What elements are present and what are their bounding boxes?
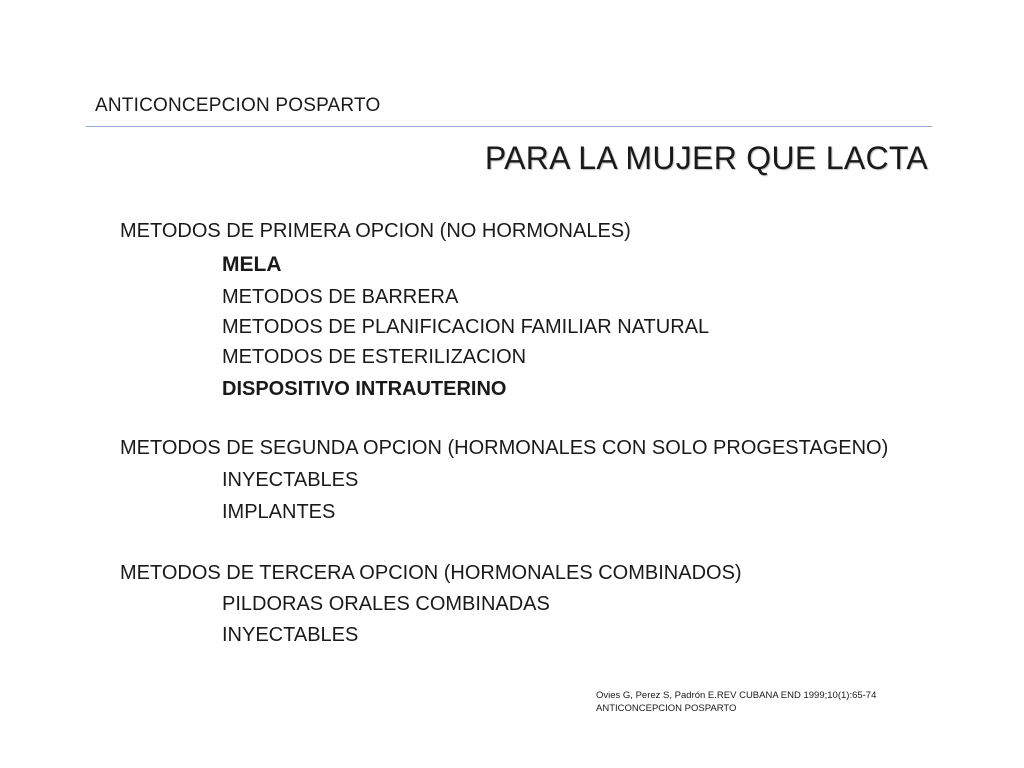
list-item-mela: MELA	[222, 253, 282, 276]
group-heading-segunda-opcion: METODOS DE SEGUNDA OPCION (HORMONALES CON SOLO PROGESTAGENO)	[120, 437, 889, 459]
list-item-metodos-barrera: METODOS DE BARRERA	[222, 286, 459, 308]
list-item-diu: DISPOSITIVO INTRAUTERINO	[222, 378, 507, 400]
list-item-pildoras-combinadas: PILDORAS ORALES COMBINADAS	[222, 593, 550, 615]
citation-reference: Ovies G, Perez S, Padrón E.REV CUBANA END 1999;10(1):65-74	[596, 690, 877, 701]
header-divider	[86, 126, 932, 127]
group-heading-tercera-opcion: METODOS DE TERCERA OPCION (HORMONALES COMBINADOS)	[120, 562, 742, 584]
list-item-planificacion-familiar: METODOS DE PLANIFICACION FAMILIAR NATURAL	[222, 316, 710, 338]
group-heading-primera-opcion: METODOS DE PRIMERA OPCION (NO HORMONALES)	[120, 220, 631, 242]
slide-title: PARA LA MUJER QUE LACTA	[484, 140, 928, 176]
list-item-inyectables-combinados: INYECTABLES	[222, 624, 359, 646]
list-item-esterilizacion: METODOS DE ESTERILIZACION	[222, 346, 527, 368]
citation	[596, 689, 876, 715]
header-title: ANTICONCEPCION POSPARTO	[95, 95, 381, 116]
list-item-implantes: IMPLANTES	[222, 501, 336, 523]
citation-topic: ANTICONCEPCION POSPARTO	[596, 703, 737, 714]
list-item-inyectables: INYECTABLES	[222, 469, 359, 491]
